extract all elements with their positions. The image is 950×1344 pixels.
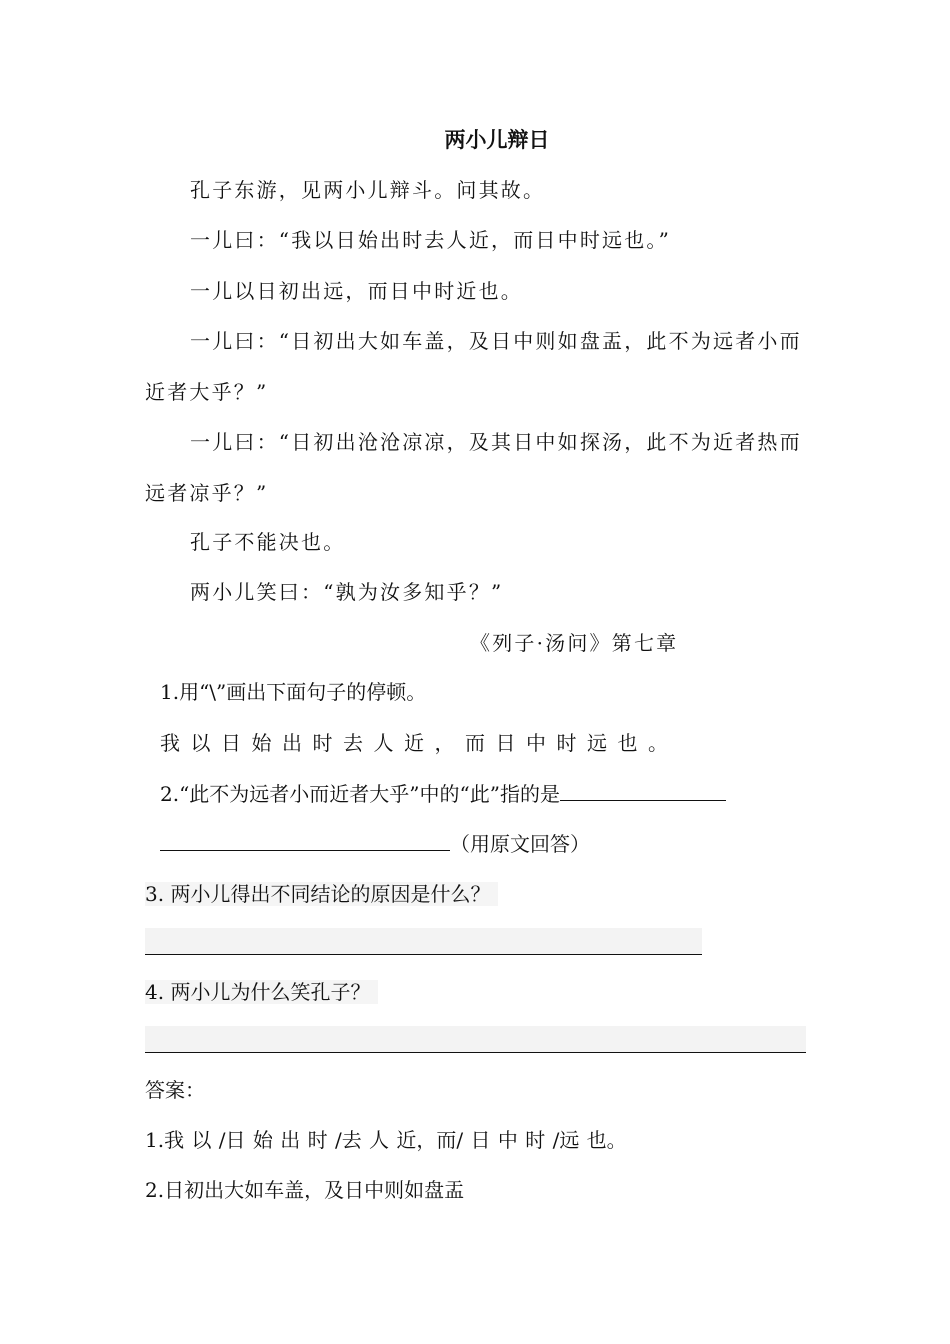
question-2-blank-1[interactable] [560,782,726,801]
question-2-blank-2[interactable] [160,832,450,851]
question-2-line [160,782,726,806]
answers-heading: 答案： [145,1078,205,1102]
passage-line-7: 远者凉乎？” [145,481,269,505]
source-citation: 《列子·汤问》第七章 [470,631,679,655]
question-1: 1.用“\”画出下面句子的停顿。 [160,680,427,704]
passage-line-2: 一儿曰：“我以日始出时去人近，而日中时远也。” [190,228,672,252]
question-4: 4. 两小儿为什么笑孔子？ [145,980,378,1004]
passage-line-1: 孔子东游，见两小儿辩斗。问其故。 [190,178,546,202]
passage-line-6: 一儿曰：“日初出沧沧凉凉，及其日中如探汤，此不为近者热而 [190,430,802,454]
passage-line-8: 孔子不能决也。 [190,530,346,554]
question-2-continuation [160,832,590,856]
answer-2: 2.日初出大如车盖，及日中则如盘盂 [145,1178,465,1202]
passage-line-3: 一儿以日初出远，而日中时近也。 [190,279,523,303]
passage-line-9: 两小儿笑曰：“孰为汝多知乎？” [190,580,504,604]
question-3-line [145,882,498,906]
question-4-answer-field[interactable] [145,1026,806,1053]
passage-line-4: 一儿曰：“日初出大如车盖，及日中则如盘盂，此不为远者小而 [190,329,802,353]
question-1-sentence: 我以日始出时去人近，而日中时远也。 [160,731,679,755]
answer-1: 1.我 以 /日 始 出 时 /去 人 近，而/ 日 中 时 /远 也。 [145,1128,627,1152]
passage-line-5: 近者大乎？” [145,380,269,404]
question-4-line [145,980,378,1004]
question-2: 2.“此不为远者小而近者大乎”中的“此”指的是 [160,782,560,806]
question-3-answer-field[interactable] [145,928,702,955]
question-2-note: （用原文回答） [450,832,590,856]
question-3: 3. 两小儿得出不同结论的原因是什么？ [145,882,498,906]
document-title: 两小儿辩日 [444,127,550,152]
